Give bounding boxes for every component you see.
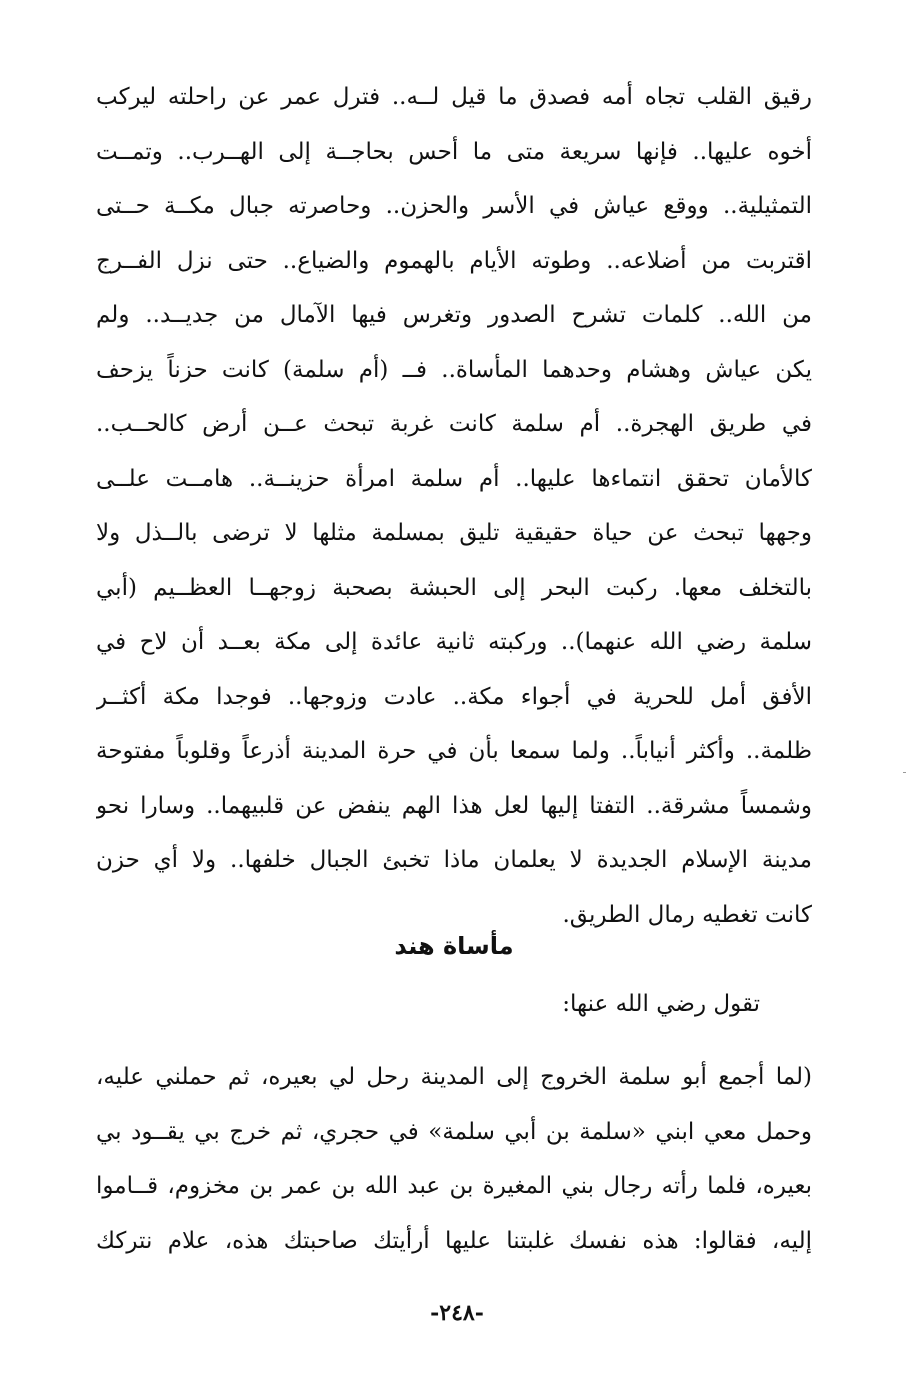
text-line: التمثيلية.. ووقع عياش في الأسر والحزن.. وحاصرته جبال مكــة حــتى [96,193,812,219]
text-line: بالتخلف معها. ركبت البحر إلى الحبشة بصحبة زوجهــا العظــيم (أبي [96,574,812,601]
text-line: ظلمة.. وأكثر أنياباً.. ولما سمعا بأن في حرة المدينة أذرعاً وقلوباً مفتوحة [96,738,812,764]
text-line: مدينة الإسلام الجديدة لا يعلمان ماذا تخبئ الجبال خلفها.. ولا أي حزن [96,847,812,873]
body-paragraph-2 [96,1050,812,1268]
text-line: سلمة رضي الله عنهما).. وركبته ثانية عائدة إلى مكة بعــد أن لاح في [96,629,812,655]
text-line: يكن عياش وهشام وحدهما المأساة.. فــ (أم سلمة) كانت حزناً يزحف [96,356,812,383]
text-line: (لما أجمع أبو سلمة الخروج إلى المدينة رحل لي بعيره، ثم حملني عليه، [96,1064,812,1090]
text-line: من الله.. كلمات تشرح الصدور وتغرس فيها الآمال من جديــد.. ولم [96,302,812,328]
text-line: وشمساً مشرقة.. التفتا إليها لعل هذا الهم ينفض عن قلبيهما.. وسارا نحو [96,792,812,819]
text-line: وجهها تبحث عن حياة حقيقية تليق بمسلمة مثلها لا ترضى بالــذل ولا [96,520,812,546]
section-heading: مأساة هند [394,932,514,960]
text-line: رقيق القلب تجاه أمه فصدق ما قيل لــه.. فترل عمر عن راحلته ليركب [96,84,812,110]
margin-mark [903,772,906,773]
text-line: بعيره، فلما رأته رجال بني المغيرة بن عبد الله بن عمر بن مخزوم، قــاموا [96,1173,812,1199]
text-line: اقتربت من أضلاعه.. وطوته الأيام بالهموم والضياع.. حتى نزل الفــرج [96,247,812,274]
intro-line: تقول رضي الله عنها: [562,991,760,1017]
body-paragraph-1 [96,70,812,942]
text-line: كانت تغطيه رمال الطريق. [562,901,812,928]
page-number: -٢٤٨- [430,1300,484,1326]
text-line: إليه، فقالوا: هذه نفسك غلبتنا عليها أرأيتك صاحبتك هذه، علام نتركك [96,1227,812,1254]
text-line: كالأمان تحقق انتماءها عليها.. أم سلمة امرأة حزينــة.. هامــت علــى [96,465,812,492]
text-line: أخوه عليها.. فإنها سريعة متى ما أحس بحاجــة إلى الهــرب.. وتمــت [96,138,812,165]
text-line: في طريق الهجرة.. أم سلمة كانت غربة تبحث عــن أرض كالحــب.. [96,411,812,437]
text-line: الأفق أمل للحرية في أجواء مكة.. عادت وزوجها.. فوجدا مكة أكثــر [96,683,812,710]
text-line: وحمل معي ابني «سلمة بن أبي سلمة» في حجري، ثم خرج بي يقــود بي [96,1118,812,1145]
